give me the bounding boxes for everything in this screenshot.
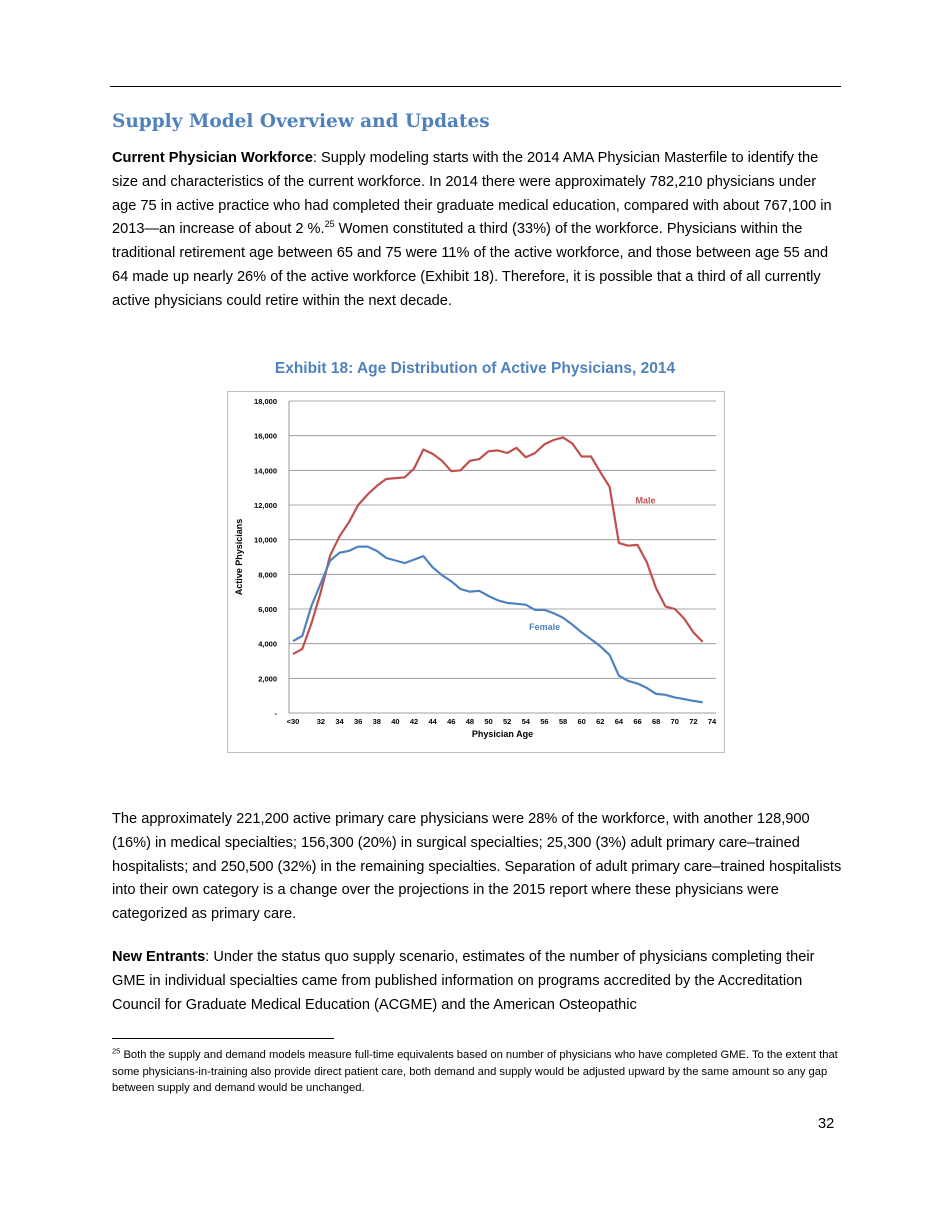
header-rule (110, 86, 841, 87)
x-tick-label: 48 (465, 717, 475, 726)
x-tick-label: 68 (651, 717, 661, 726)
x-tick-label: 70 (670, 717, 679, 726)
y-tick-label: - (274, 709, 277, 718)
paragraph-new-entrants (112, 946, 842, 1017)
paragraph-text: Women constituted a third (33%) of the workforce. Physicians within the traditional retirement age between 65 and 75 were 11% of the active workforce, and those between age 55 and 64 made up nearly 26% of the active workforce (Exhibit 18). Therefore, it is possible that a third of all currently active physicians could retire within the next decade. (112, 221, 829, 309)
x-tick-label: 60 (577, 717, 586, 726)
paragraph-lead: New Entrants (112, 949, 206, 965)
y-tick-label: 10,000 (254, 535, 277, 545)
x-tick-label: 42 (409, 717, 419, 726)
y-axis-title: Active Physicians (234, 518, 244, 596)
age-distribution-chart (227, 391, 725, 753)
x-tick-label: 38 (372, 717, 381, 726)
series-label-female: Female (529, 621, 561, 632)
x-tick-label: 74 (707, 717, 717, 726)
paragraph-text: : Supply modeling starts with the 2014 AMA Physician Masterfile to identify the size and characteristics of the current workforce. In 2014 there were approximately 782,210 physicians under age 75 in active practice who had completed their graduate medical education, compared with about 767,100 in 2013—an increase of about 2 %. (112, 150, 832, 238)
exhibit-title: Exhibit 18: Age Distribution of Active Physicians, 2014 (274, 360, 676, 377)
x-tick-label: 62 (596, 717, 605, 726)
x-tick-label: 52 (502, 717, 512, 726)
x-tick-label: 40 (391, 717, 400, 726)
x-tick-label: 66 (633, 717, 642, 726)
footnote (112, 1047, 842, 1097)
x-tick-label: 58 (558, 717, 568, 726)
x-tick-label: 50 (484, 717, 493, 726)
series-label-male: Male (635, 495, 656, 506)
y-tick-label: 16,000 (254, 431, 277, 441)
x-tick-label: 32 (316, 717, 326, 726)
x-tick-label: 56 (540, 717, 549, 726)
y-tick-label: 14,000 (254, 466, 277, 476)
x-tick-label: 64 (614, 717, 624, 726)
y-tick-label: 18,000 (254, 397, 277, 406)
x-tick-label: 34 (335, 717, 344, 726)
paragraph-lead: Current Physician Workforce (112, 150, 313, 166)
y-tick-label: 12,000 (254, 501, 277, 510)
paragraph-text: : Under the status quo supply scenario, estimates of the number of physicians completing their GME in individual specialties came from published information on programs accredited by the Accreditation Council for Graduate Medical Education (ACGME) and the American Osteopathic (112, 949, 815, 1013)
footnote-text: Both the supply and demand models measure full-time equivalents based on number of physicians who have completed GME. To the extent that some physicians-in-training also provide direct patient care, both demand and supply would be adjusted upward by the same amount so any gap between supply and demand would be unchanged. (112, 1049, 838, 1094)
x-tick-label: 44 (428, 717, 437, 726)
paragraph-specialty-breakdown: The approximately 221,200 active primary care physicians were 28% of the workforce, with another 128,900 (16%) in medical specialties; 156,300 (20%) in surgical specialties; 25,300 (3%) adult primary care–trained hospitalists; and 250,500 (32%) in the remaining specialties. Separation of adult primary care–trained hospitalists into their own category is a change over the projections in the 2015 report where these physicians were categorized as primary care. (112, 811, 842, 923)
x-tick-label: 54 (521, 717, 530, 726)
paragraph-current-workforce (112, 147, 842, 314)
section-title: Supply Model Overview and Updates (112, 111, 490, 132)
footnote-reference[interactable]: 25 (324, 219, 335, 230)
page-number: 32 (818, 1116, 835, 1132)
footnote-rule (112, 1038, 334, 1039)
x-axis-title: Physician Age (471, 729, 534, 739)
y-tick-label: 2,000 (258, 674, 277, 684)
x-tick-label: 72 (689, 717, 698, 726)
y-tick-label: 6,000 (258, 605, 277, 614)
y-tick-label: 8,000 (258, 570, 277, 580)
x-tick-label: <30 (286, 717, 300, 726)
y-tick-label: 4,000 (258, 639, 277, 649)
x-tick-label: 46 (447, 717, 456, 726)
footnote-number: 25 (112, 1046, 121, 1056)
x-tick-label: 36 (354, 717, 363, 726)
